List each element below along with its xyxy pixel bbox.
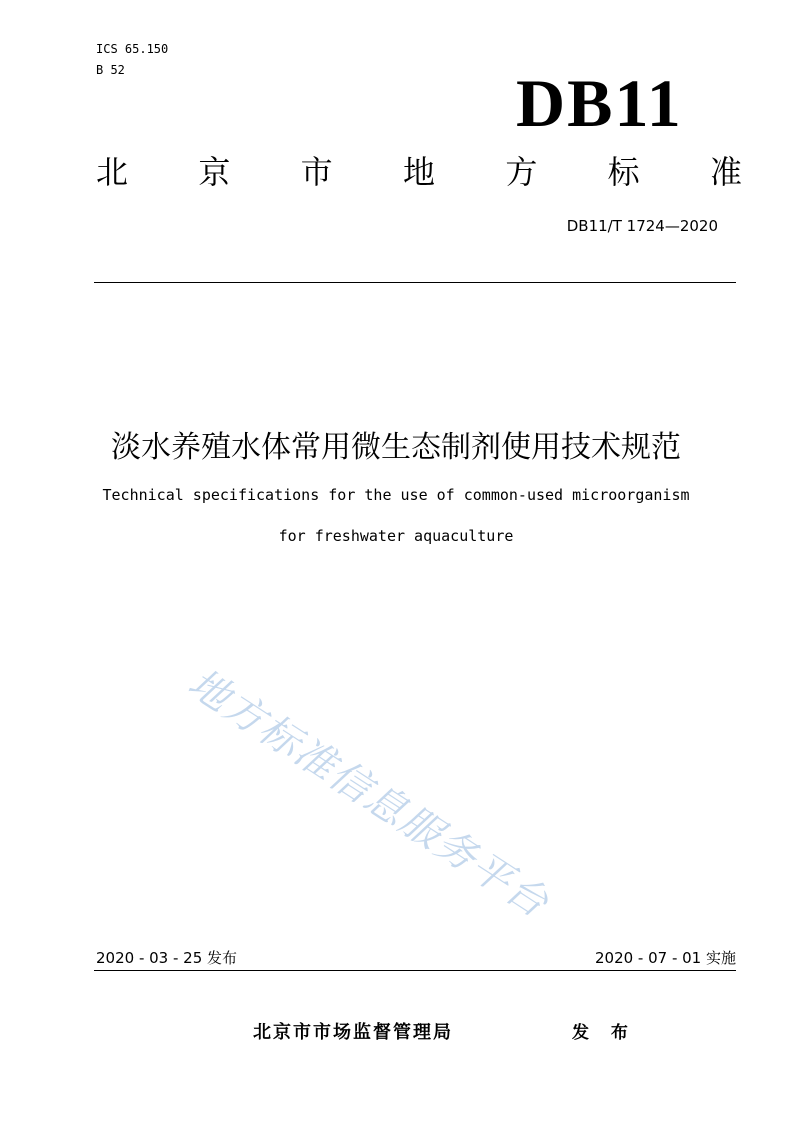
- classification-code: B 52: [96, 63, 125, 77]
- implementation-date: 2020 - 07 - 01 实施: [594, 949, 736, 967]
- standard-type-heading: [96, 152, 742, 192]
- issue-date: 2020 - 03 - 25 发布: [96, 949, 238, 967]
- issue-label: 发 布: [572, 1023, 636, 1043]
- standard-type-char: 京: [198, 153, 231, 191]
- watermark: 地方标准信息服务平台: [179, 660, 558, 928]
- standard-type-char: 北: [96, 153, 129, 191]
- standard-type-char: 地: [402, 153, 435, 191]
- standard-logo: DB11: [516, 65, 683, 141]
- standard-type-char: 市: [300, 153, 333, 191]
- standard-type-char: 准: [709, 153, 742, 191]
- standard-type-char: 标: [607, 153, 640, 191]
- title-english-line2: for freshwater aquaculture: [278, 527, 514, 545]
- standard-number: DB11/T 1724—2020: [566, 217, 718, 235]
- title-english-line1: Technical specifications for the use of common-used microorganism: [102, 486, 690, 504]
- issuing-authority: 北京市市场监督管理局: [253, 1022, 453, 1043]
- date-divider: [94, 970, 736, 971]
- ics-code: ICS 65.150: [96, 42, 169, 56]
- title-chinese: 淡水养殖水体常用微生态制剂使用技术规范: [111, 430, 681, 465]
- header-divider: [94, 282, 736, 283]
- standard-type-char: 方: [505, 153, 538, 191]
